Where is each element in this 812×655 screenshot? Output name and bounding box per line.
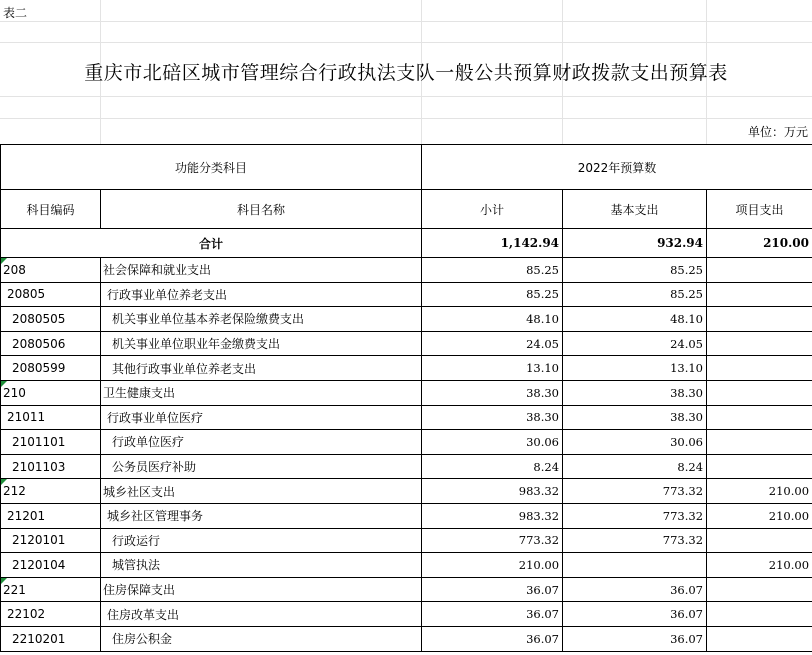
row-project (707, 380, 812, 405)
row-project (707, 307, 812, 332)
row-name: 城乡社区支出 (101, 479, 422, 504)
table-row (1, 307, 812, 332)
row-project (707, 626, 812, 651)
row-name: 卫生健康支出 (101, 380, 422, 405)
table-row (1, 553, 812, 578)
total-project: 210.00 (707, 229, 812, 258)
row-subtotal: 983.32 (422, 479, 563, 504)
cell-indicator-icon (1, 258, 7, 264)
row-name: 住房改革支出 (101, 602, 422, 627)
row-basic: 38.30 (563, 380, 707, 405)
total-row (1, 229, 812, 258)
row-project: 210.00 (707, 553, 812, 578)
row-code: 2080599 (1, 356, 101, 381)
row-code: 2101103 (1, 454, 101, 479)
row-code: 2120101 (1, 528, 101, 553)
row-basic: 85.25 (563, 258, 707, 283)
budget-table (0, 144, 812, 652)
row-name: 行政事业单位医疗 (101, 405, 422, 430)
row-basic: 85.25 (563, 282, 707, 307)
row-basic: 13.10 (563, 356, 707, 381)
header-code: 科目编码 (1, 190, 101, 229)
row-code: 210 (1, 380, 101, 405)
cell-indicator-icon (1, 479, 7, 485)
total-subtotal: 1,142.94 (422, 229, 563, 258)
row-subtotal: 36.07 (422, 602, 563, 627)
row-subtotal: 8.24 (422, 454, 563, 479)
row-project (707, 602, 812, 627)
row-code: 208 (1, 258, 101, 283)
row-basic: 8.24 (563, 454, 707, 479)
header-budget-year: 2022年预算数 (422, 145, 812, 190)
row-subtotal: 773.32 (422, 528, 563, 553)
row-code: 22102 (1, 602, 101, 627)
row-basic: 24.05 (563, 331, 707, 356)
total-label: 合计 (1, 229, 422, 258)
row-project (707, 258, 812, 283)
table-row (1, 602, 812, 627)
row-code: 212 (1, 479, 101, 504)
row-code: 2101101 (1, 430, 101, 455)
row-basic: 773.32 (563, 528, 707, 553)
row-name: 其他行政事业单位养老支出 (101, 356, 422, 381)
row-basic: 36.07 (563, 626, 707, 651)
sheet-label: 表二 (3, 6, 28, 20)
header-row (1, 190, 812, 229)
row-project (707, 331, 812, 356)
cell-indicator-icon (1, 578, 7, 584)
table-row (1, 528, 812, 553)
table-row (1, 258, 812, 283)
header-basic: 基本支出 (563, 190, 707, 229)
row-subtotal: 38.30 (422, 405, 563, 430)
header-subtotal: 小计 (422, 190, 563, 229)
row-code: 21011 (1, 405, 101, 430)
row-subtotal: 24.05 (422, 331, 563, 356)
row-name: 公务员医疗补助 (101, 454, 422, 479)
row-name: 住房保障支出 (101, 577, 422, 602)
row-name: 行政单位医疗 (101, 430, 422, 455)
row-name: 行政运行 (101, 528, 422, 553)
table-row (1, 380, 812, 405)
row-project (707, 430, 812, 455)
page-title: 重庆市北碚区城市管理综合行政执法支队一般公共预算财政拨款支出预算表 (84, 62, 728, 84)
row-project (707, 454, 812, 479)
row-subtotal: 210.00 (422, 553, 563, 578)
table-row (1, 577, 812, 602)
row-name: 城管执法 (101, 553, 422, 578)
row-project (707, 405, 812, 430)
row-subtotal: 36.07 (422, 626, 563, 651)
row-code: 221 (1, 577, 101, 602)
table-row (1, 331, 812, 356)
table-row (1, 282, 812, 307)
table-row (1, 454, 812, 479)
row-basic: 38.30 (563, 405, 707, 430)
table-row (1, 626, 812, 651)
row-basic (563, 553, 707, 578)
row-subtotal: 36.07 (422, 577, 563, 602)
row-basic: 36.07 (563, 602, 707, 627)
row-code: 2210201 (1, 626, 101, 651)
row-code: 2080505 (1, 307, 101, 332)
grid-line (0, 96, 812, 97)
row-code: 21201 (1, 503, 101, 528)
header-name: 科目名称 (101, 190, 422, 229)
row-project: 210.00 (707, 503, 812, 528)
row-name: 行政事业单位养老支出 (101, 282, 422, 307)
row-project: 210.00 (707, 479, 812, 504)
row-project (707, 528, 812, 553)
row-basic: 773.32 (563, 503, 707, 528)
unit-label: 单位：万元 (747, 125, 808, 139)
row-code: 2080506 (1, 331, 101, 356)
row-name: 社会保障和就业支出 (101, 258, 422, 283)
row-code: 2120104 (1, 553, 101, 578)
row-code: 20805 (1, 282, 101, 307)
header-project: 项目支出 (707, 190, 812, 229)
row-subtotal: 30.06 (422, 430, 563, 455)
grid-line (0, 118, 812, 119)
row-basic: 48.10 (563, 307, 707, 332)
grid-line (0, 42, 812, 43)
table-row (1, 430, 812, 455)
row-name: 机关事业单位职业年金缴费支出 (101, 331, 422, 356)
row-project (707, 577, 812, 602)
row-subtotal: 983.32 (422, 503, 563, 528)
row-name: 住房公积金 (101, 626, 422, 651)
row-subtotal: 38.30 (422, 380, 563, 405)
row-basic: 36.07 (563, 577, 707, 602)
cell-indicator-icon (1, 381, 7, 387)
table-row (1, 503, 812, 528)
row-subtotal: 48.10 (422, 307, 563, 332)
table-row (1, 479, 812, 504)
header-row (1, 145, 812, 190)
table-row (1, 356, 812, 381)
table-row (1, 405, 812, 430)
row-basic: 773.32 (563, 479, 707, 504)
row-basic: 30.06 (563, 430, 707, 455)
row-name: 城乡社区管理事务 (101, 503, 422, 528)
total-basic: 932.94 (563, 229, 707, 258)
grid-line (0, 21, 812, 22)
row-project (707, 356, 812, 381)
row-subtotal: 85.25 (422, 282, 563, 307)
row-subtotal: 85.25 (422, 258, 563, 283)
row-project (707, 282, 812, 307)
header-functional: 功能分类科目 (1, 145, 422, 190)
row-subtotal: 13.10 (422, 356, 563, 381)
row-name: 机关事业单位基本养老保险缴费支出 (101, 307, 422, 332)
